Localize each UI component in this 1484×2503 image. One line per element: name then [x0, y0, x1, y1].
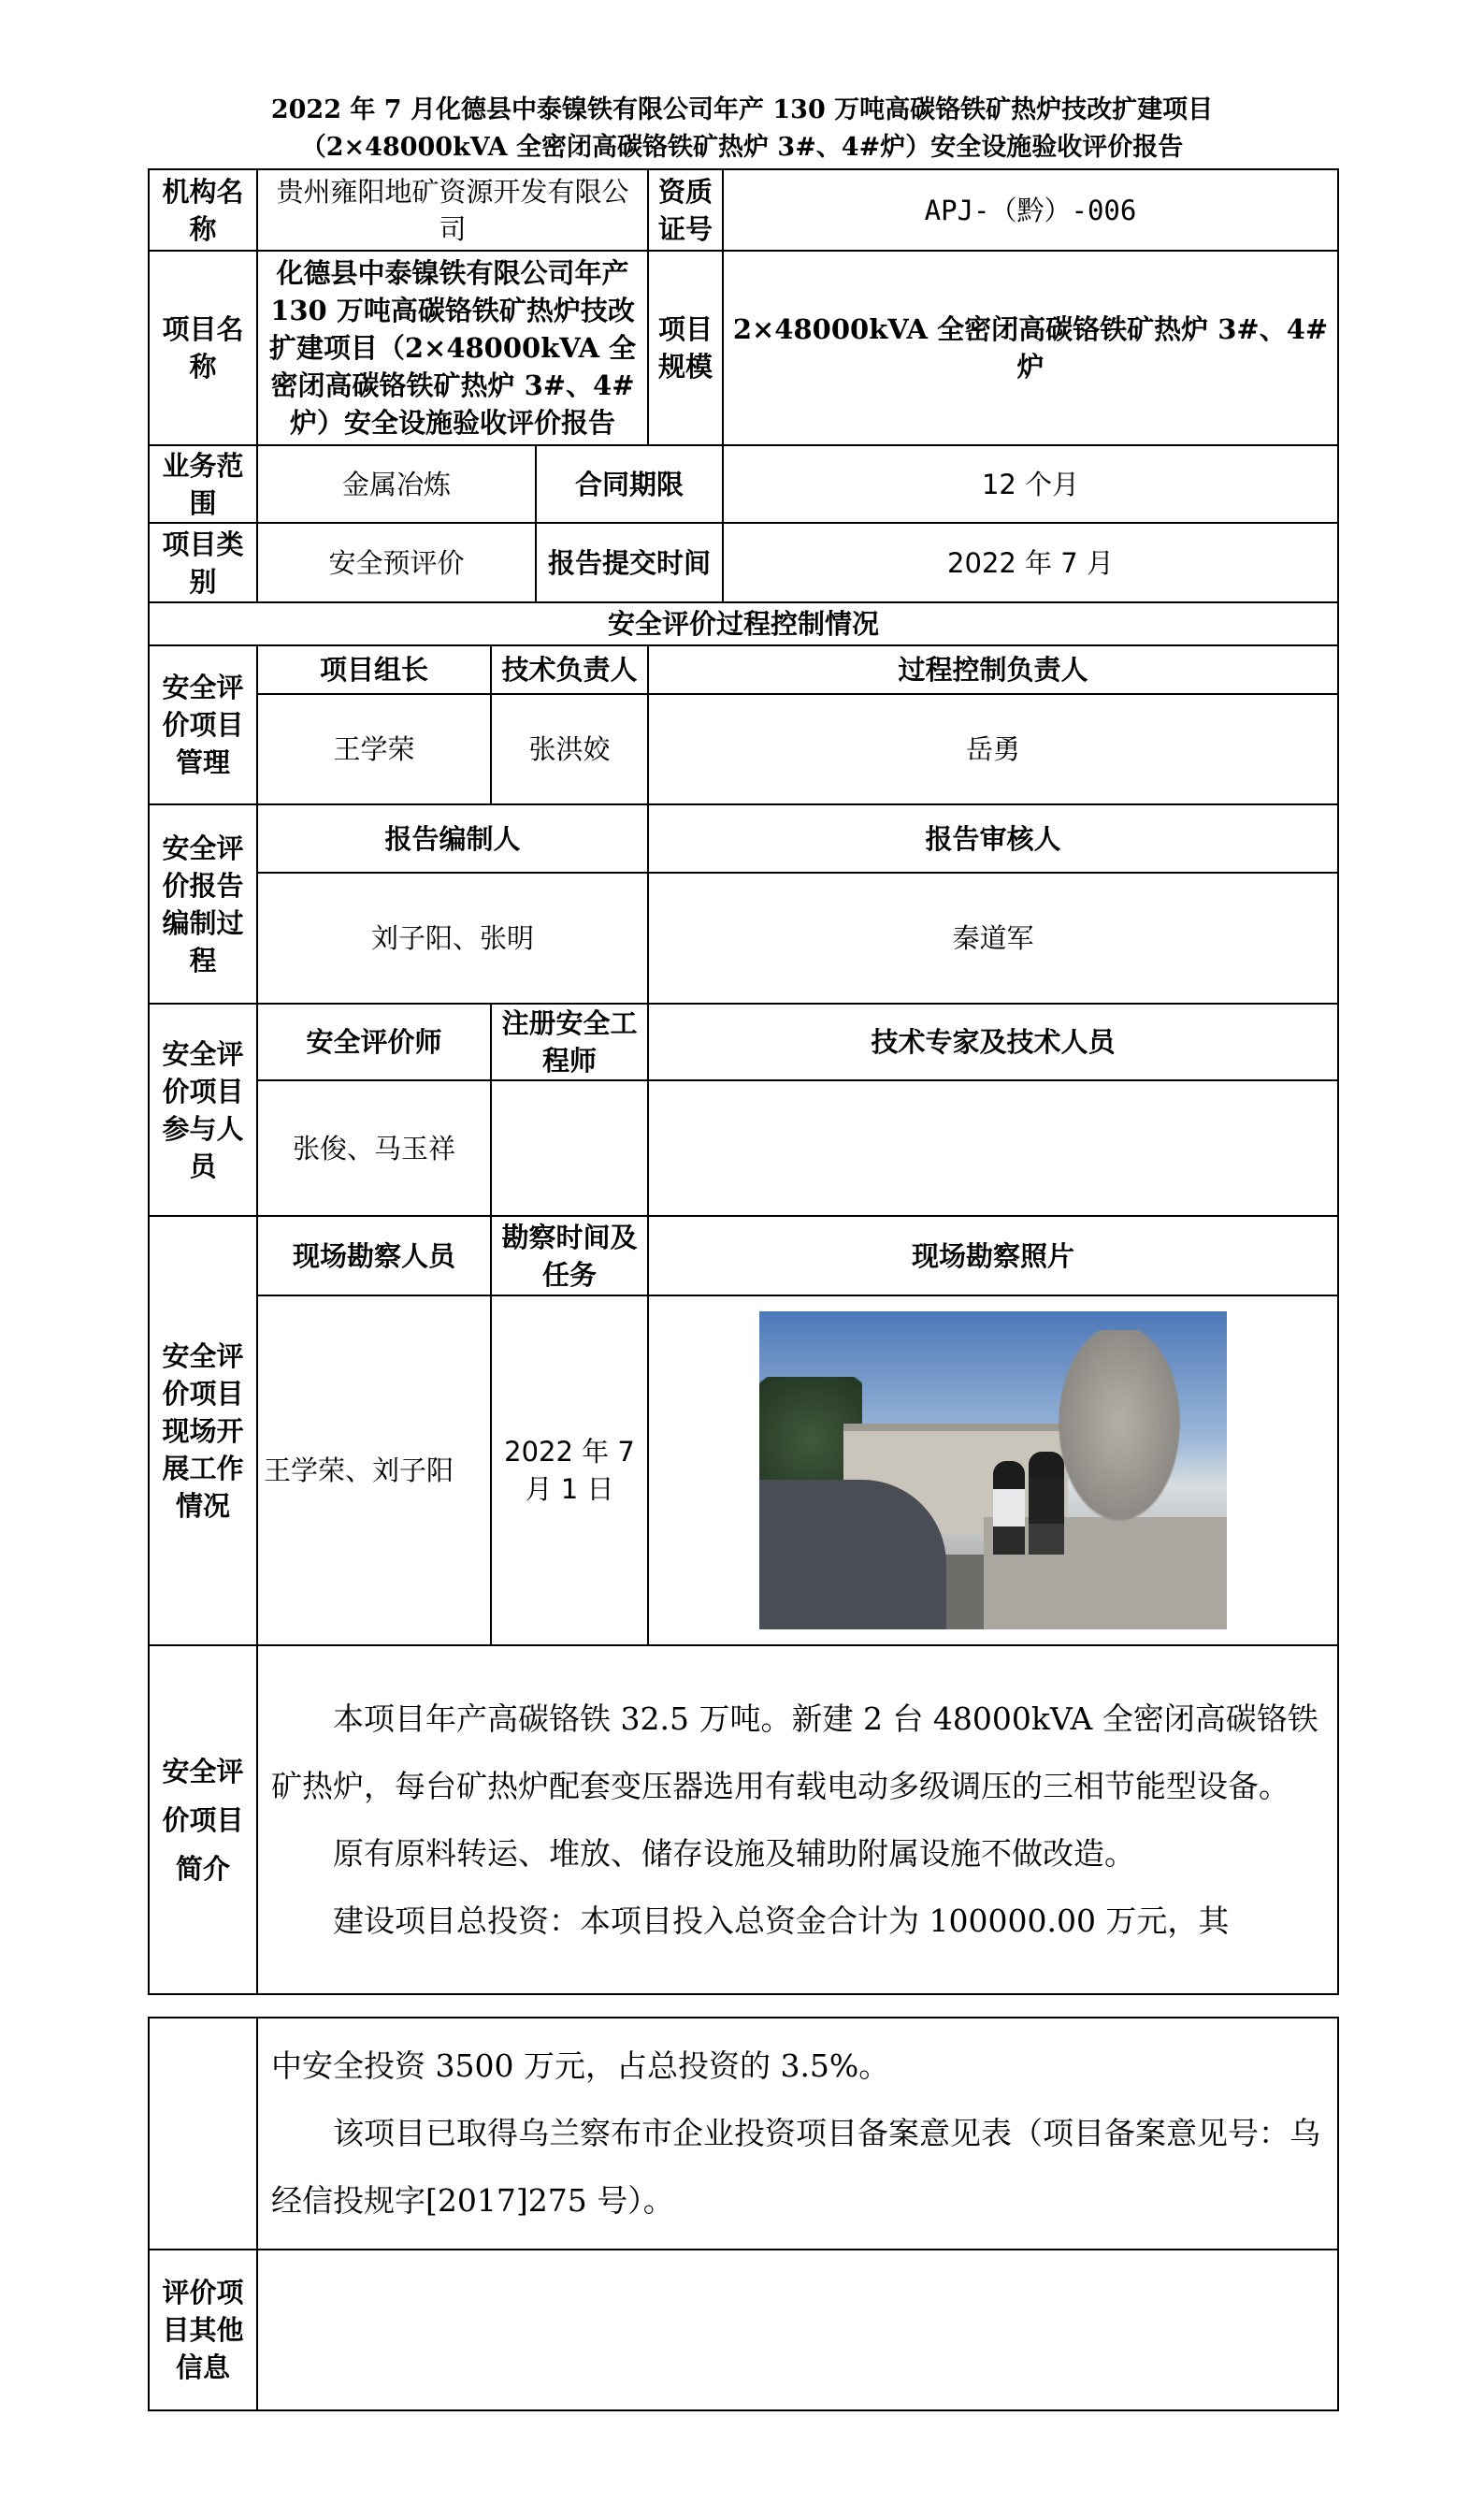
- author-header: 报告编制人: [257, 804, 648, 873]
- document-title-line2: （2×48000kVA 全密闭高碳铬铁矿热炉 3#、4#炉）安全设施验收评价报告: [300, 133, 1184, 162]
- submit-label: 报告提交时间: [536, 523, 723, 602]
- intro-paragraph-3: 建设项目总投资：本项目投入总资金合计为 100000.00 万元，其: [333, 1902, 1230, 1939]
- org-value: 贵州雍阳地矿资源开发有限公司: [257, 169, 648, 251]
- project-label: 项目名称: [149, 251, 257, 445]
- other-info-label: 评价项目其他信息: [149, 2250, 257, 2410]
- cert-value: APJ-（黔）-006: [723, 169, 1338, 251]
- category-value: 安全预评价: [257, 523, 536, 602]
- evaluator-header: 安全评价师: [257, 1004, 491, 1080]
- business-value: 金属冶炼: [257, 445, 536, 523]
- evaluator-value: 张俊、马玉祥: [257, 1080, 491, 1216]
- period-label: 合同期限: [536, 445, 723, 523]
- process-section-header: 安全评价过程控制情况: [149, 602, 1338, 645]
- expert-value: [648, 1080, 1338, 1216]
- process-header: 过程控制负责人: [648, 645, 1338, 694]
- site-time-header: 勘察时间及 任务: [491, 1216, 648, 1295]
- site-photo-cell: [648, 1295, 1338, 1645]
- author-value: 刘子阳、张明: [257, 873, 648, 1004]
- site-staff-value: 王学荣、刘子阳: [257, 1295, 491, 1645]
- site-staff-header: 现场勘察人员: [257, 1216, 491, 1295]
- intro-text-continued: [257, 2018, 1338, 2250]
- intro-continued-label-cell: [149, 2018, 257, 2250]
- document-title-line1: 2022 年 7 月化德县中泰镍铁有限公司年产 130 万吨高碳铬铁矿热炉技改扩建项目: [270, 95, 1214, 124]
- management-label: 安全评价项目管理: [149, 645, 257, 804]
- evaluation-info-table: [148, 168, 1339, 1995]
- photo-car: [759, 1480, 946, 1629]
- cert-label: 资质证号: [648, 169, 723, 251]
- expert-header: 技术专家及技术人员: [648, 1004, 1338, 1080]
- submit-value: 2022 年 7 月: [723, 523, 1338, 602]
- intro-paragraph-5: 该项目已取得乌兰察布市企业投资项目备案意见表（项目备案意见号：乌经信投规字[2017]275 号）。: [271, 2115, 1320, 2219]
- project-value: 化德县中泰镍铁有限公司年产 130 万吨高碳铬铁矿热炉技改扩建项目（2×48000kVA 全密闭高碳铬铁矿热炉 3#、4#炉）安全设施验收评价报告: [257, 251, 648, 445]
- engineer-header: 注册安全工程师: [491, 1004, 648, 1080]
- scale-value: 2×48000kVA 全密闭高碳铬铁矿热炉 3#、4#炉: [723, 251, 1338, 445]
- site-time-value: 2022 年 7 月 1 日: [491, 1295, 648, 1645]
- tech-value: 张洪姣: [491, 694, 648, 804]
- site-survey-photo: [759, 1311, 1227, 1629]
- leader-header: 项目组长: [257, 645, 491, 694]
- evaluation-info-table-continued: [148, 2017, 1339, 2411]
- intro-label: 安全评价项目简介: [149, 1645, 257, 1994]
- reviewer-header: 报告审核人: [648, 804, 1338, 873]
- leader-value: 王学荣: [257, 694, 491, 804]
- scale-label: 项目规模: [648, 251, 723, 445]
- intro-paragraph-2: 原有原料转运、堆放、储存设施及辅助附属设施不做改造。: [333, 1834, 1135, 1872]
- engineer-value: [491, 1080, 648, 1216]
- intro-paragraph-1: 本项目年产高碳铬铁 32.5 万吨。新建 2 台 48000kVA 全密闭高碳铬铁矿热炉，每台矿热炉配套变压器选用有载电动多级调压的三相节能型设备。: [271, 1700, 1318, 1804]
- category-label: 项目类别: [149, 523, 257, 602]
- reviewer-value: 秦道军: [648, 873, 1338, 1004]
- site-label: 安全评价项目现场开展工作情况: [149, 1216, 257, 1645]
- tech-header: 技术负责人: [491, 645, 648, 694]
- intro-text: [257, 1645, 1338, 1994]
- other-info-value: [257, 2250, 1338, 2410]
- business-label: 业务范围: [149, 445, 257, 523]
- org-label: 机构名称: [149, 169, 257, 251]
- compile-label: 安全评价报告编制过程: [149, 804, 257, 1004]
- photo-person-1: [993, 1461, 1025, 1555]
- intro-paragraph-4: 中安全投资 3500 万元，占总投资的 3.5%。: [271, 2047, 890, 2084]
- site-photo-header: 现场勘察照片: [648, 1216, 1338, 1295]
- period-value: 12 个月: [723, 445, 1338, 523]
- photo-stone-lion: [1049, 1330, 1189, 1536]
- participants-label: 安全评价项目参与人员: [149, 1004, 257, 1216]
- process-value: 岳勇: [648, 694, 1338, 804]
- photo-person-2: [1029, 1452, 1064, 1555]
